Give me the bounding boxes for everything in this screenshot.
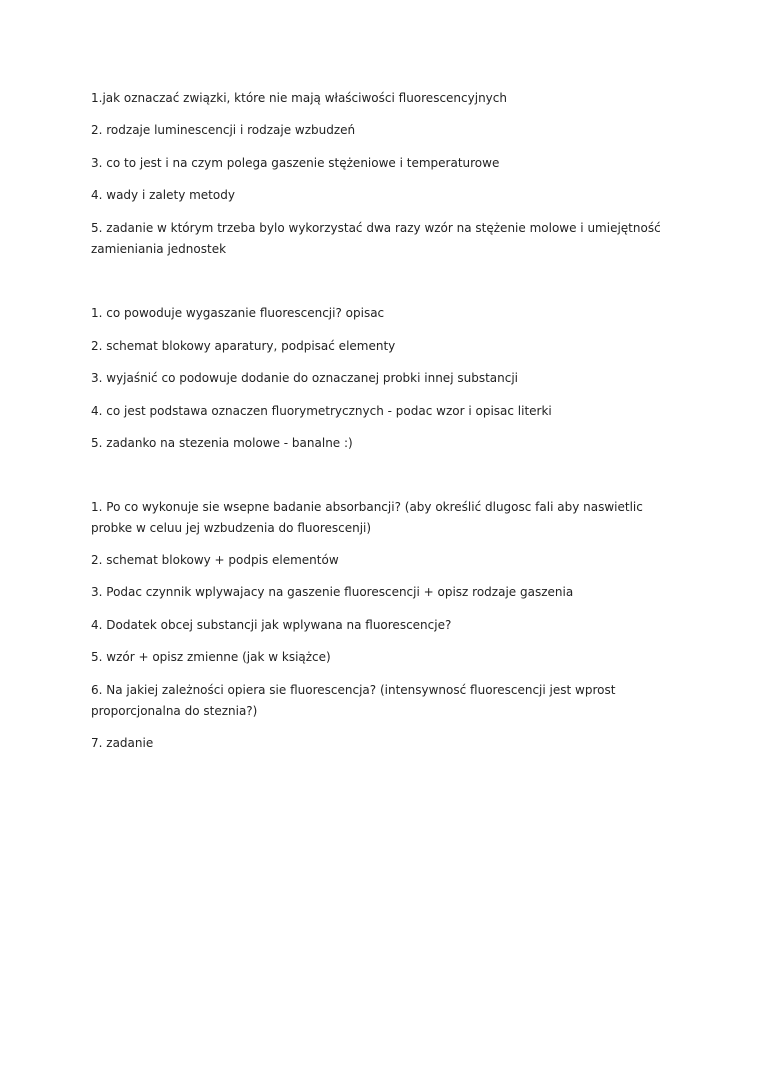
list-item: 6. Na jakiej zależności opiera sie fluorescencja? (intensywnosć fluorescencji jest wprost proporcjonalna do steznia?) <box>91 683 616 718</box>
list-item: 5. zadanie w którym trzeba bylo wykorzystać dwa razy wzór na stężenie molowe i umiejętność zamieniania jednostek <box>91 221 661 256</box>
list-item: 4. co jest podstawa oznaczen fluorymetrycznych - podac wzor i opisac literki <box>91 404 552 418</box>
list-item: 7. zadanie <box>91 736 154 750</box>
list-item: 5. zadanko na stezenia molowe - banalne :) <box>91 436 353 450</box>
list-item: 4. Dodatek obcej substancji jak wplywana na fluorescencje? <box>91 618 452 632</box>
list-item: 3. co to jest i na czym polega gaszenie stężeniowe i temperaturowe <box>91 156 500 170</box>
list-item: 2. rodzaje luminescencji i rodzaje wzbudzeń <box>91 123 356 137</box>
list-item: 2. schemat blokowy aparatury, podpisać elementy <box>91 339 396 353</box>
list-item: 3. wyjaśnić co podowuje dodanie do oznaczanej probki innej substancji <box>91 371 518 385</box>
list-item: 4. wady i zalety metody <box>91 188 235 202</box>
list-item: 1. co powoduje wygaszanie fluorescencji? opisac <box>91 306 385 320</box>
list-item: 2. schemat blokowy + podpis elementów <box>91 553 339 567</box>
list-item: 5. wzór + opisz zmienne (jak w książce) <box>91 650 331 664</box>
list-item: 1.jak oznaczać związki, które nie mają właściwości fluorescencyjnych <box>91 91 507 105</box>
list-item: 1. Po co wykonuje sie wsepne badanie absorbancji? (aby określić dlugosc fali aby naswietlic probke w celuu jej wzbudzenia do fluorescenji) <box>91 500 643 535</box>
list-item: 3. Podac czynnik wplywajacy na gaszenie fluorescencji + opisz rodzaje gaszenia <box>91 585 574 599</box>
